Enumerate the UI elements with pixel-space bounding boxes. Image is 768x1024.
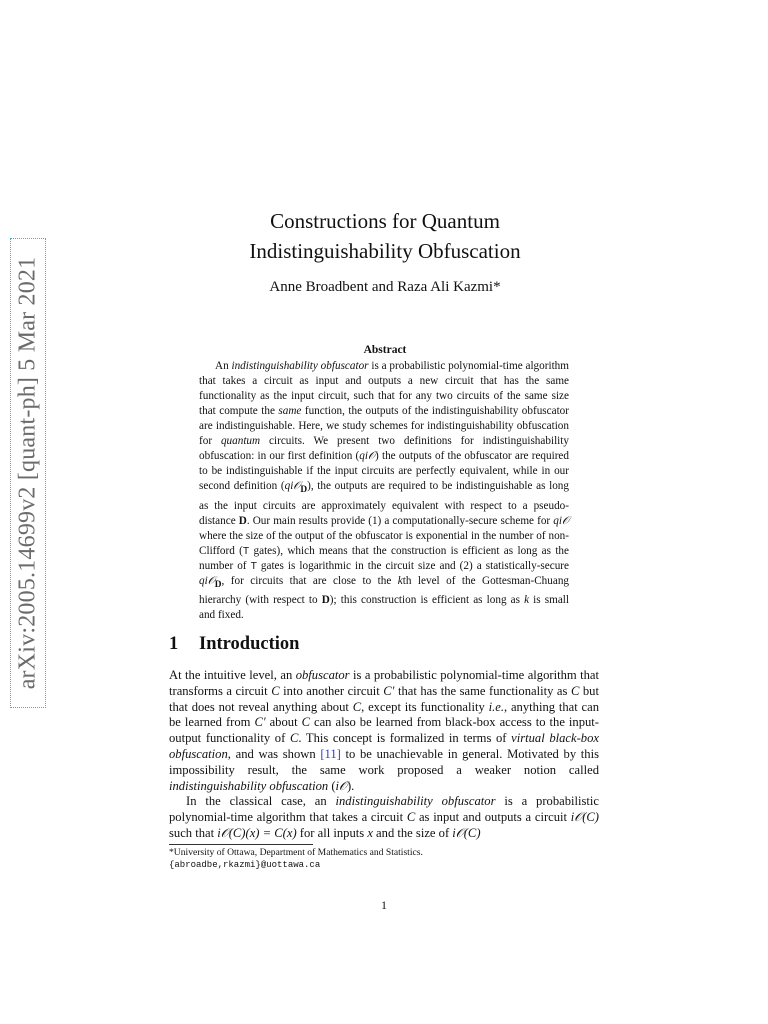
text-run: to be unachievable in general. Motivated by this impossibility result, the same work proposed a weaker notion called — [169, 746, 599, 777]
abstract-run: , for circuits that are close to the — [221, 574, 398, 587]
abstract-heading: Abstract — [363, 344, 407, 356]
abstract-run: where the size of the output of the obfuscator is exponential in the number of non-Clifford ( — [199, 529, 569, 557]
math-io: i𝒪(C)(x) = C(x) — [217, 825, 297, 840]
footnote-divider — [169, 844, 313, 845]
abstract-run: ) the outputs of the obfuscator are required to be indistinguishable if the input circuits are perfectly equivalent, while in our second definition ( — [199, 450, 569, 493]
text-run: . This concept is formalized in terms of — [298, 731, 512, 746]
introduction-body — [169, 668, 599, 842]
math-var: k — [524, 594, 530, 607]
section-title: Introduction — [199, 634, 300, 654]
abstract-run: circuits. We present two definitions for indistinguishability obfuscation: in our first definition ( — [199, 435, 569, 463]
text-run: indistinguishability obfuscation — [169, 778, 329, 793]
text-run: but that does not reveal anything about — [169, 683, 599, 714]
abstract-run: is a probabilistic polynomial-time algorithm that takes a circuit as input and outputs a new circuit that has the same functionality as the input circuit, such that for any two circuits of the same size that compute the — [199, 360, 569, 418]
math-qio: qi𝒪 — [359, 450, 376, 463]
abstract-run: An — [215, 360, 232, 372]
math-var: k — [397, 574, 403, 587]
math-var: C — [406, 810, 416, 825]
abstract-run: gates is logarithmic in the circuit size and (2) a statistically-secure — [256, 559, 569, 572]
text-run: such that — [169, 825, 218, 840]
footnote — [169, 847, 599, 871]
math-var: x — [367, 825, 373, 840]
text-run: is a probabilistic polynomial-time algorithm that takes a circuit — [169, 794, 599, 825]
math-var: C′ — [383, 683, 395, 698]
math-io: i𝒪(C) — [452, 825, 481, 840]
math-qio: qi𝒪 — [553, 514, 570, 527]
page-number: 1 — [381, 898, 387, 912]
abstract-run: same — [278, 405, 302, 418]
math-var: C — [301, 715, 310, 730]
footnote-affiliation: *University of Ottawa, Department of Mathematics and Statistics. — [169, 847, 423, 858]
math-bold: D — [321, 594, 330, 607]
math-var: C — [289, 731, 299, 746]
text-run: , except its functionality — [361, 699, 489, 714]
abstract-text — [199, 359, 569, 623]
title-line-1: Constructions for Quantum — [270, 209, 500, 233]
math-var: C — [271, 683, 280, 698]
abstract-run: quantum — [220, 435, 261, 448]
text-run: obfuscator — [295, 668, 350, 682]
abstract-run: indistinguishability obfuscator — [231, 360, 369, 372]
math-t-gate: T — [242, 545, 250, 557]
abstract-run: th level of the Gottesman-Chuang hierarchy (with respect to — [199, 574, 570, 607]
math-qio: qi𝒪 — [284, 480, 301, 493]
paragraph — [169, 794, 599, 841]
math-bold: D — [238, 514, 247, 527]
text-run: for all inputs — [296, 825, 368, 840]
title-line-2: Indistinguishability Obfuscation — [249, 239, 521, 263]
text-run: as input and outputs a circuit — [415, 810, 571, 825]
text-run: i.e. — [488, 699, 505, 714]
abstract-run: is small and fixed. — [199, 594, 569, 622]
paragraph — [169, 668, 599, 794]
authors: Anne Broadbent and Raza Ali Kazmi* — [269, 279, 501, 295]
math-t-gate: T — [250, 560, 257, 572]
abstract-run: gates), which means that the construction is efficient as long as the number of — [199, 544, 569, 572]
math-var: C′ — [254, 715, 266, 730]
section-heading — [169, 634, 299, 655]
text-run: and the size of — [372, 825, 453, 840]
text-run: ( — [328, 778, 336, 793]
math-var: C — [570, 683, 580, 698]
text-run: indistinguishability obfuscator — [335, 794, 496, 809]
text-run: ). — [346, 778, 355, 793]
text-run: , and was shown — [227, 746, 321, 761]
text-run: At the intuitive level, an — [169, 668, 296, 682]
math-var: C — [352, 699, 362, 714]
abstract-run: function, the outputs of the indistinguishability obfuscator are indistinguishable. Here, we study schemes for indistinguishability obfuscation for — [199, 405, 570, 448]
text-run: virtual black-box obfuscation — [169, 731, 599, 761]
math-qio: qi𝒪 — [199, 574, 215, 587]
math-io: i𝒪(C) — [570, 810, 599, 825]
text-run: into another circuit — [279, 683, 384, 698]
abstract-run: . Our main results provide (1) a computationally-secure scheme for — [246, 514, 554, 527]
arxiv-identifier[interactable]: arXiv:2005.14699v2 [quant-ph] 5 Mar 2021 — [14, 256, 41, 690]
arxiv-side-stamp[interactable] — [10, 238, 46, 708]
math-subscript: D — [300, 485, 308, 496]
text-run: can also be learned from black-box access to the input-output functionality of — [169, 715, 600, 746]
text-run: about — [265, 715, 302, 730]
citation-link[interactable]: [11] — [320, 746, 341, 761]
text-run: is a probabilistic polynomial-time algorithm that transforms a circuit — [169, 668, 599, 698]
text-run: In the classical case, an — [186, 794, 336, 809]
math-subscript: D — [214, 580, 222, 591]
footnote-email[interactable]: {abroadbe,rkazmi}@uottawa.ca — [169, 860, 321, 870]
math-io: i𝒪 — [335, 778, 347, 793]
abstract-run: ), the outputs are required to be indistinguishable as long as the input circuits are approximately equivalent with respect to a pseudo-distance — [199, 480, 569, 527]
section-number: 1 — [169, 634, 179, 654]
abstract-run: ); this construction is efficient as long as — [329, 594, 525, 607]
text-run: , anything that can be learned from — [169, 699, 600, 730]
paper-title — [170, 206, 600, 266]
text-run: that has the same functionality as — [394, 683, 571, 698]
